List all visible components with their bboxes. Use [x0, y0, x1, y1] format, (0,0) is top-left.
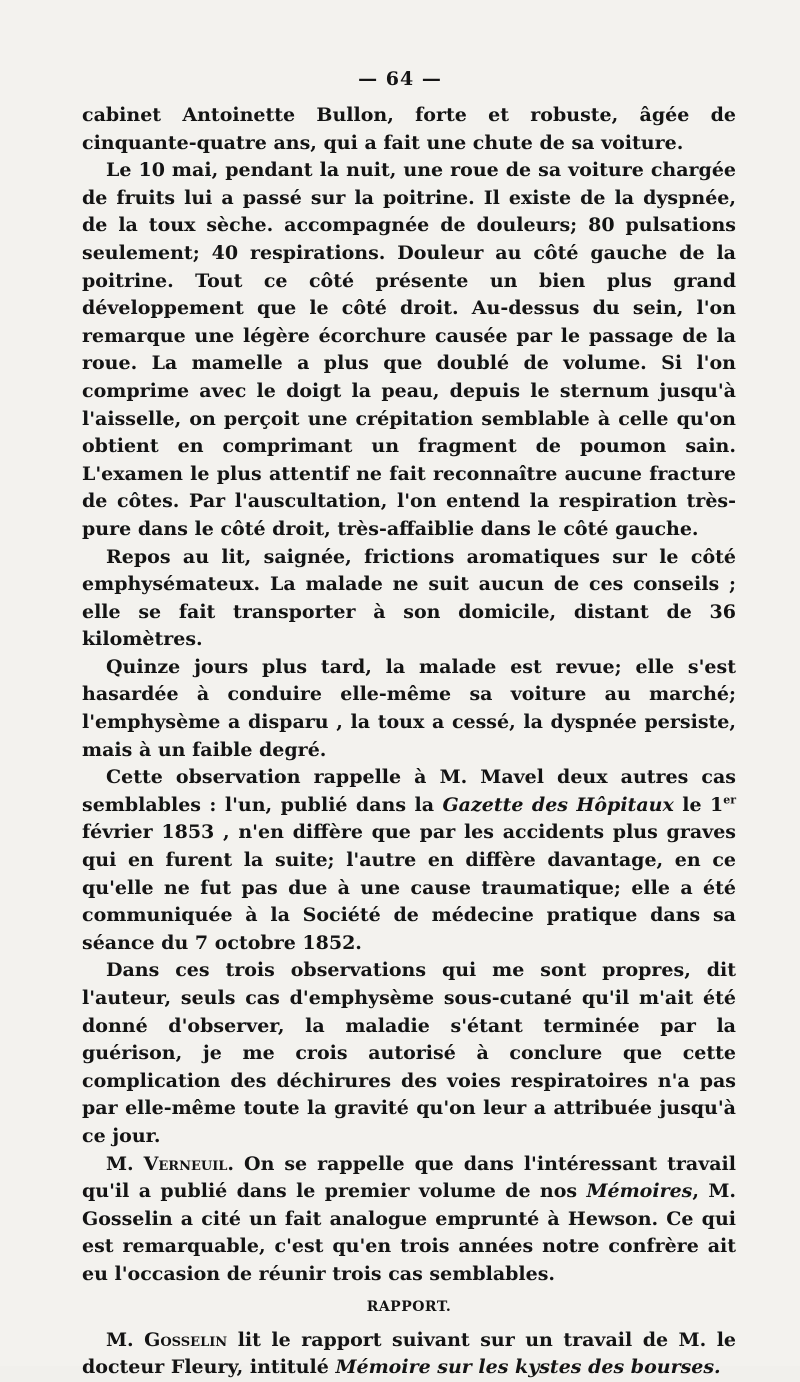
memoires-title: Mémoires — [586, 1180, 693, 1203]
journal-title: Gazette des Hôpitaux — [442, 793, 674, 816]
text-run: février 1853 , n'en diffère que par les accidents plus graves qui en furent la suite; l'autre en diffère davantage, en ce qu'elle ne fut pas due à une cause traumatique; elle a été communiquée à la Société de médecine pratique dans sa séance du 7 octobre 1852. — [82, 821, 736, 954]
text-run: Cette observation rappelle à M. Mavel deux autres cas semblables : l'un, publié dans la — [82, 766, 736, 816]
memoire-title: Mémoire sur les kystes des bourses. — [335, 1356, 721, 1379]
body-text — [82, 102, 736, 1382]
paragraph — [82, 764, 736, 957]
speaker-name: M. Gosselin — [106, 1328, 228, 1351]
text-run: , M. Gosselin a cité un fait analogue emprunté à Hewson. Ce qui est remarquable, c'est qu'en trois années notre confrère ait eu l'occasion de réunir trois cas semblables. — [82, 1180, 736, 1285]
text-run: On se rappelle que dans l'intéressant travail qu'il a publié dans le premier volume de nos — [82, 1152, 736, 1203]
speaker-name: M. Verneuil. — [106, 1152, 235, 1175]
paragraph: Dans ces trois observations qui me sont propres, dit l'auteur, seuls cas d'emphysème sous-cutané qu'il m'ait été donné d'observer, la maladie s'étant terminée par la guérison, je me crois autorisé à conclure que cette complication des déchirures des voies respiratoires n'a pas par elle-même toute la gravité qu'on leur a attribuée jusqu'à ce jour. — [82, 959, 736, 1147]
paragraph: Quinze jours plus tard, la malade est revue; elle s'est hasardée à conduire elle-même sa voiture au marché; l'emphysème a disparu , la toux a cessé, la dyspnée persiste, mais à un faible degré. — [82, 655, 736, 761]
text-run: le 1 — [673, 793, 724, 816]
text-run: lit le rapport suivant sur un travail de M. le docteur Fleury, intitulé — [82, 1328, 736, 1379]
section-title: RAPPORT. — [366, 1298, 452, 1315]
paragraph — [82, 1327, 736, 1382]
page-number: — 64 — — [358, 68, 442, 90]
superscript: er — [723, 793, 736, 807]
paragraph: Le 10 mai, pendant la nuit, une roue de sa voiture chargée de fruits lui a passé sur la poitrine. Il existe de la dyspnée, de la toux sèche. accompagnée de douleurs; 80 pulsations seulement; 40 respirations. Douleur au côté gauche de la poitrine. Tout ce côté présente un bien plus grand développement que le côté droit. Au-dessus du sein, l'on remarque une légère écorchure causée par le passage de la roue. La mamelle a plus que doublé de volume. Si l'on comprime avec le doigt la peau, depuis le sternum jusqu'à l'aisselle, on perçoit une crépitation semblable à celle qu'on obtient en comprimant un fragment de poumon sain. L'examen le plus attentif ne fait reconnaître aucune fracture de côtes. Par l'auscultation, l'on entend la respiration très-pure dans le côté droit, très-affaiblie dans le côté gauche. — [82, 159, 736, 540]
paragraph: cabinet Antoinette Bullon, forte et robuste, âgée de cinquante-quatre ans, qui a fait une chute de sa voiture. — [82, 104, 736, 154]
paragraph — [82, 1151, 736, 1289]
paragraph: Repos au lit, saignée, frictions aromatiques sur le côté emphysémateux. La malade ne suit aucun de ces conseils ; elle se fait transporter à son domicile, distant de 36 kilomètres. — [82, 545, 736, 651]
